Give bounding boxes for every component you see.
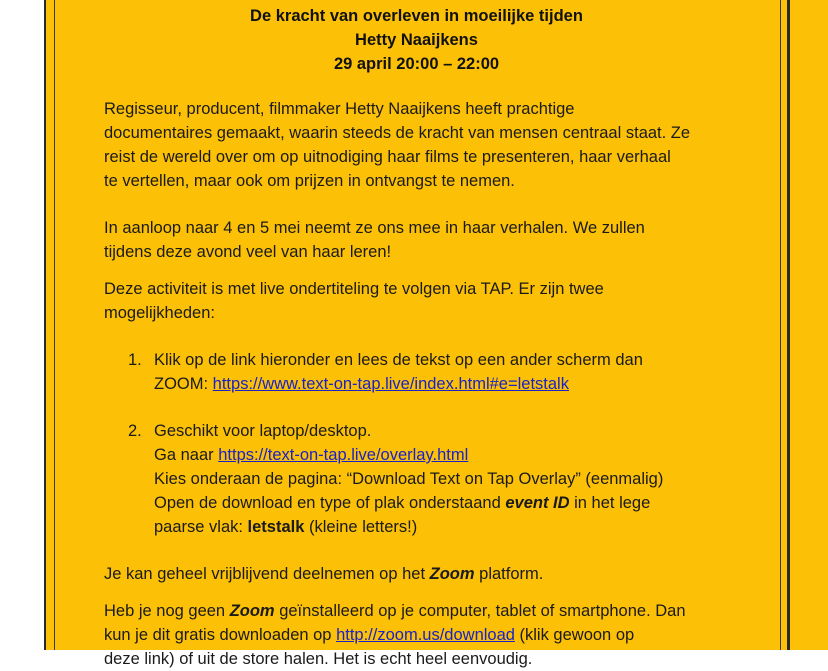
- zoom-join-text: platform.: [474, 565, 544, 583]
- speaker-name: Hetty Naaijkens: [355, 31, 478, 49]
- activity-line: mogelijkheden:: [104, 304, 215, 322]
- aanloop-paragraph: [104, 216, 744, 264]
- option-text: Kies onderaan de pagina: “Download Text on Tap Overlay” (eenmalig): [154, 470, 664, 488]
- install-paragraph: [104, 599, 744, 671]
- aanloop-line: In aanloop naar 4 en 5 mei neemt ze ons mee in haar verhalen. We zullen: [104, 219, 645, 237]
- zoom-join-text: Je kan geheel vrijblijvend deelnemen op het: [104, 565, 430, 583]
- install-text: Heb je nog geen: [104, 602, 230, 620]
- event-date-time: 29 april 20:00 – 22:00: [333, 55, 500, 73]
- option-text: Open de download en type of plak onderstaand: [154, 494, 506, 512]
- option-text: (kleine letters!): [304, 518, 418, 536]
- overlay-link[interactable]: https://text-on-tap.live/overlay.html: [218, 446, 469, 464]
- zoom-name: Zoom: [229, 602, 275, 620]
- option-text: Geschikt voor laptop/desktop.: [154, 422, 372, 440]
- activity-line: Deze activiteit is met live ondertiteling te volgen via TAP. Er zijn twee: [104, 280, 604, 298]
- option-text: Ga naar: [154, 446, 219, 464]
- left-margin: [0, 0, 44, 650]
- zoom-join-paragraph: [104, 562, 744, 586]
- page-border-left: [54, 0, 55, 650]
- intro-line: documentaires gemaakt, waarin steeds de kracht van mensen centraal staat. Ze: [104, 124, 691, 142]
- zoom-name: Zoom: [429, 565, 475, 583]
- option-text: ZOOM:: [154, 375, 213, 393]
- text-on-tap-link[interactable]: https://www.text-on-tap.live/index.html#e=letstalk: [212, 375, 569, 393]
- event-id-value: letstalk: [247, 518, 305, 536]
- option-text: in het lege: [569, 494, 651, 512]
- intro-line: te vertellen, maar ook om prijzen in ontvangst te nemen.: [104, 172, 515, 190]
- intro-line: Regisseur, producent, filmmaker Hetty Naaijkens heeft prachtige: [104, 100, 575, 118]
- aanloop-line: tijdens deze avond veel van haar leren!: [104, 243, 392, 261]
- option-item-2: [104, 419, 744, 539]
- option-number: 2.: [128, 422, 142, 440]
- option-text: Klik op de link hieronder en lees de tekst op een ander scherm dan: [154, 351, 643, 369]
- event-id-label: event ID: [505, 494, 570, 512]
- flyer-page: [44, 0, 790, 668]
- page-border-right: [780, 0, 781, 650]
- flyer-body: [104, 97, 744, 671]
- event-title: De kracht van overleven in moeilijke tijden: [250, 7, 583, 25]
- install-text: kun je dit gratis downloaden op: [104, 626, 337, 644]
- install-text: (klik gewoon op: [514, 626, 635, 644]
- option-number: 1.: [128, 351, 142, 369]
- option-item-1: [104, 348, 744, 396]
- zoom-download-link[interactable]: http://zoom.us/download: [336, 626, 515, 644]
- intro-line: reist de wereld over om op uitnodiging haar films te presenteren, haar verhaal: [104, 148, 671, 166]
- right-margin: [790, 0, 828, 650]
- intro-paragraph: [104, 97, 744, 193]
- install-text: deze link) of uit de store halen. Het is echt heel eenvoudig.: [104, 650, 533, 668]
- install-text: geïnstalleerd op je computer, tablet of smartphone. Dan: [274, 602, 686, 620]
- event-header: [46, 4, 787, 76]
- option-text: paarse vlak:: [154, 518, 248, 536]
- options-list: [104, 348, 744, 539]
- activity-paragraph: [104, 277, 744, 325]
